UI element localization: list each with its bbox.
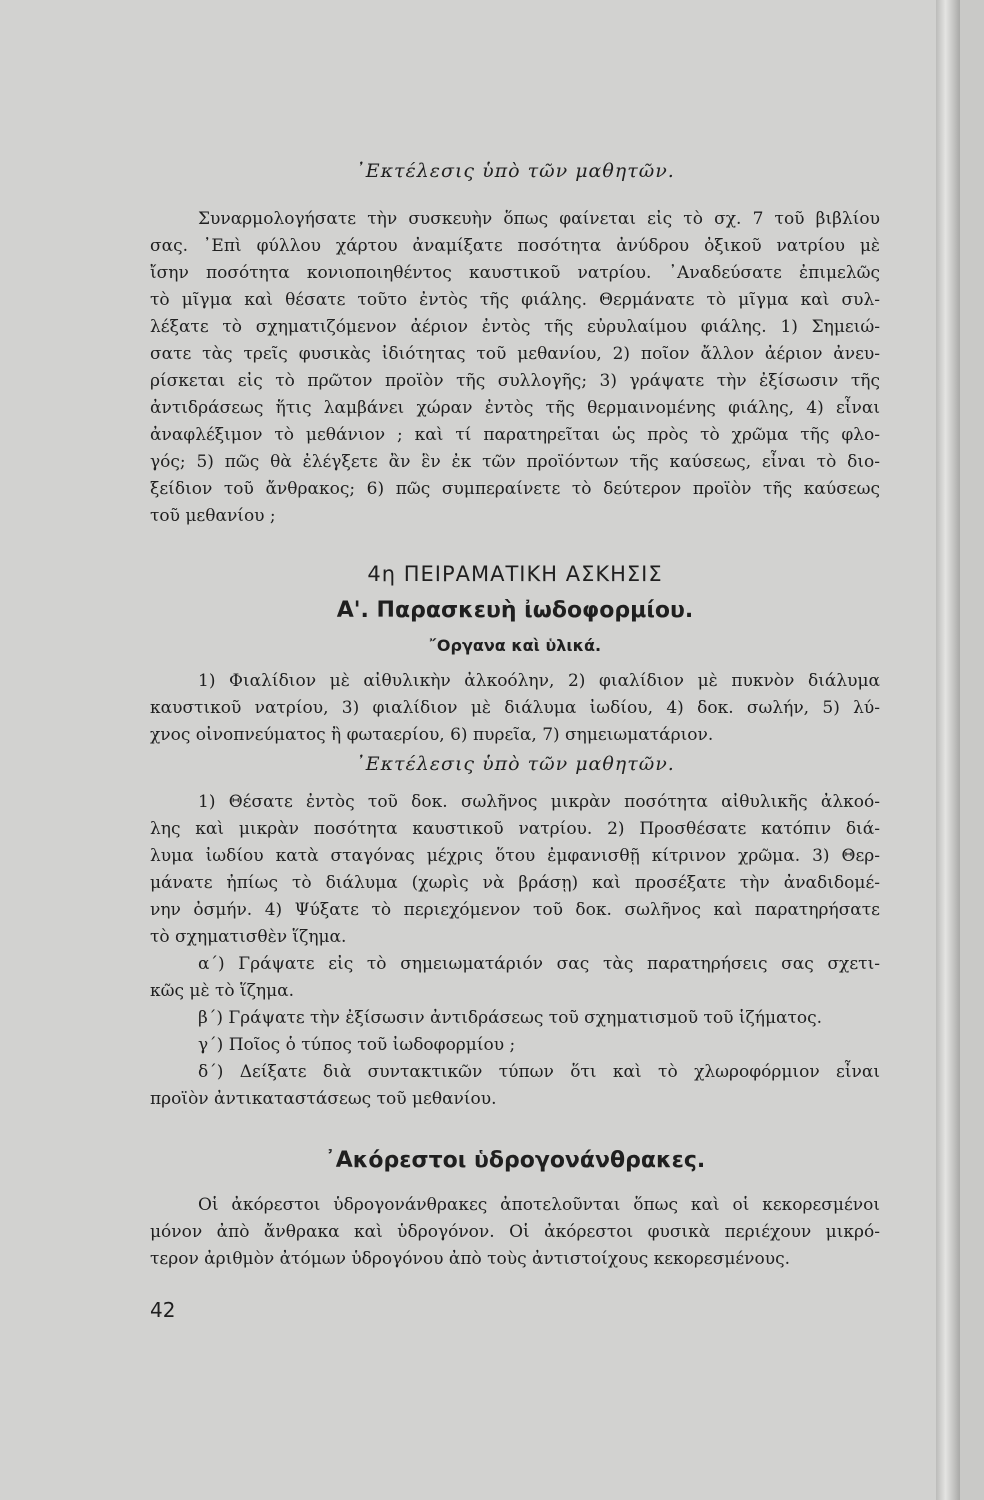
section-unsaturated-hydrocarbons <box>150 1148 880 1273</box>
execution-steps <box>150 789 880 951</box>
text-line: ρίσκεται εἰς τὸ πρῶτον προϊὸν τῆς συλλογῆς; 3) γράψατε τὴν ἐξίσωσιν τῆς <box>150 371 880 391</box>
question-line: δ΄) Δείξατε διὰ συντακτικῶν τύπων ὅτι καὶ τὸ χλωροφόρμιον εἶναι <box>198 1062 880 1082</box>
text-line: μάνατε ἠπίως τὸ διάλυμα (χωρὶς νὰ βράσῃ) καὶ προσέξατε τὴν ἀναδιδομέ- <box>150 873 880 893</box>
paragraph <box>150 1192 880 1273</box>
text-line: λυμα ἰωδίου κατὰ σταγόνας μέχρις ὅτου ἐμφανισθῇ κίτρινον χρῶμα. 3) Θερ- <box>150 846 880 866</box>
text-line: Οἱ ἀκόρεστοι ὑδρογονάνθρακες ἀποτελοῦνται ὅπως καὶ οἱ κεκορεσμένοι <box>198 1195 880 1215</box>
text-line: γός; 5) πῶς θὰ ἐλέγξετε ἂν ἓν ἐκ τῶν προϊόντων τῆς καύσεως, εἶναι τὸ διο- <box>150 452 880 472</box>
text-line: λέξατε τὸ σχηματιζόμενον ἀέριον ἐντὸς τῆς εὐρυλαίμου φιάλης. 1) Σημειώ- <box>150 317 880 337</box>
text-line: μόνον ἀπὸ ἄνθρακα καὶ ὑδρογόνον. Οἱ ἀκόρεστοι φυσικὰ περιέχουν μικρό- <box>150 1222 880 1242</box>
question-line: προϊὸν ἀντικαταστάσεως τοῦ μεθανίου. <box>150 1089 497 1109</box>
text-line: τὸ σχηματισθὲν ἵζημα. <box>150 927 347 947</box>
section-execution-1 <box>150 160 880 530</box>
text-line: 1) Φιαλίδιον μὲ αἰθυλικὴν ἀλκοόλην, 2) φιαλίδιον μὲ πυκνὸν διάλυμα <box>198 671 880 691</box>
text-line: σας. ᾿Επὶ φύλλου χάρτου ἀναμίξατε ποσότητα ἀνύδρου ὀξικοῦ νατρίου μὲ <box>150 236 880 256</box>
page-edge <box>936 0 960 1500</box>
text-line: λης καὶ μικρὰν ποσότητα καυστικοῦ νατρίου. 2) Προσθέσατε κατόπιν διά- <box>150 819 880 839</box>
materials-list <box>150 668 880 749</box>
page-number: 42 <box>150 1298 176 1322</box>
materials-heading: ῎Οργανα καὶ ὑλικά. <box>428 636 602 655</box>
text-line: τὸ μῖγμα καὶ θέσατε τοῦτο ἐντὸς τῆς φιάλης. Θερμάνατε τὸ μῖγμα καὶ συλ- <box>150 290 880 310</box>
question-line: β΄) Γράψατε τὴν ἐξίσωσιν ἀντιδράσεως τοῦ σχηματισμοῦ τοῦ ἱζήματος. <box>198 1008 823 1028</box>
question-line: κῶς μὲ τὸ ἵζημα. <box>150 981 295 1001</box>
question-line: α΄) Γράψατε εἰς τὸ σημειωματάριόν σας τὰς παρατηρήσεις σας σχετι- <box>198 954 880 974</box>
text-line: τερον ἀριθμὸν ἀτόμων ὑδρογόνου ἀπὸ τοὺς ἀντιστοίχους κεκορεσμένους. <box>150 1249 791 1269</box>
question-line: γ΄) Ποῖος ὁ τύπος τοῦ ἰωδοφορμίου ; <box>198 1035 516 1055</box>
exercise-4 <box>150 562 880 1113</box>
execution-heading: ᾿Εκτέλεσις ὑπὸ τῶν μαθητῶν. <box>355 753 675 775</box>
text-line: ἀντιδράσεως ἥτις λαμβάνει χώραν ἐντὸς τῆς θερμαινομένης φιάλης, 4) εἶναι <box>150 398 880 418</box>
text-line: Συναρμολογήσατε τὴν συσκευὴν ὅπως φαίνεται εἰς τὸ σχ. 7 τοῦ βιβλίου <box>198 209 880 229</box>
text-line: νην ὀσμήν. 4) Ψύξατε τὸ περιεχόμενον τοῦ δοκ. σωλῆνος καὶ παρατηρήσατε <box>150 900 880 920</box>
text-line: τοῦ μεθανίου ; <box>150 506 276 526</box>
text-line: καυστικοῦ νατρίου, 3) φιαλίδιον μὲ διάλυμα ἰωδίου, 4) δοκ. σωλήν, 5) λύ- <box>150 698 880 718</box>
questions-list <box>150 951 880 1113</box>
exercise-subtitle: Α'. Παρασκευὴ ἰωδοφορμίου. <box>336 598 694 623</box>
section-heading: ᾿Εκτέλεσις ὑπὸ τῶν μαθητῶν. <box>355 160 675 182</box>
text-line: 1) Θέσατε ἐντὸς τοῦ δοκ. σωλῆνος μικρὰν ποσότητα αἰθυλικῆς ἀλκοό- <box>198 792 880 812</box>
paragraph <box>150 206 880 530</box>
text-line: χνος οἰνοπνεύματος ἢ φωταερίου, 6) πυρεῖα, 7) σημειωματάριον. <box>150 725 714 745</box>
text-line: ἀναφλέξιμον τὸ μεθάνιον ; καὶ τί παρατηρεῖται ὡς πρὸς τὸ χρῶμα τῆς φλο- <box>150 425 880 445</box>
exercise-title: 4η ΠΕΙΡΑΜΑΤΙΚΗ ΑΣΚΗΣΙΣ <box>367 562 663 586</box>
text-line: ἴσην ποσότητα κονιοποιηθέντος καυστικοῦ νατρίου. ᾿Αναδεύσατε ἐπιμελῶς <box>150 263 880 283</box>
section-heading: ᾿Ακόρεστοι ὑδρογονάνθρακες. <box>324 1148 706 1173</box>
text-line: ξείδιον τοῦ ἄνθρακος; 6) πῶς συμπεραίνετε τὸ δεύτερον προϊὸν τῆς καύσεως <box>150 479 880 499</box>
text-line: σατε τὰς τρεῖς φυσικὰς ἰδιότητας τοῦ μεθανίου, 2) ποῖον ἄλλον ἀέριον ἀνευ- <box>150 344 880 364</box>
